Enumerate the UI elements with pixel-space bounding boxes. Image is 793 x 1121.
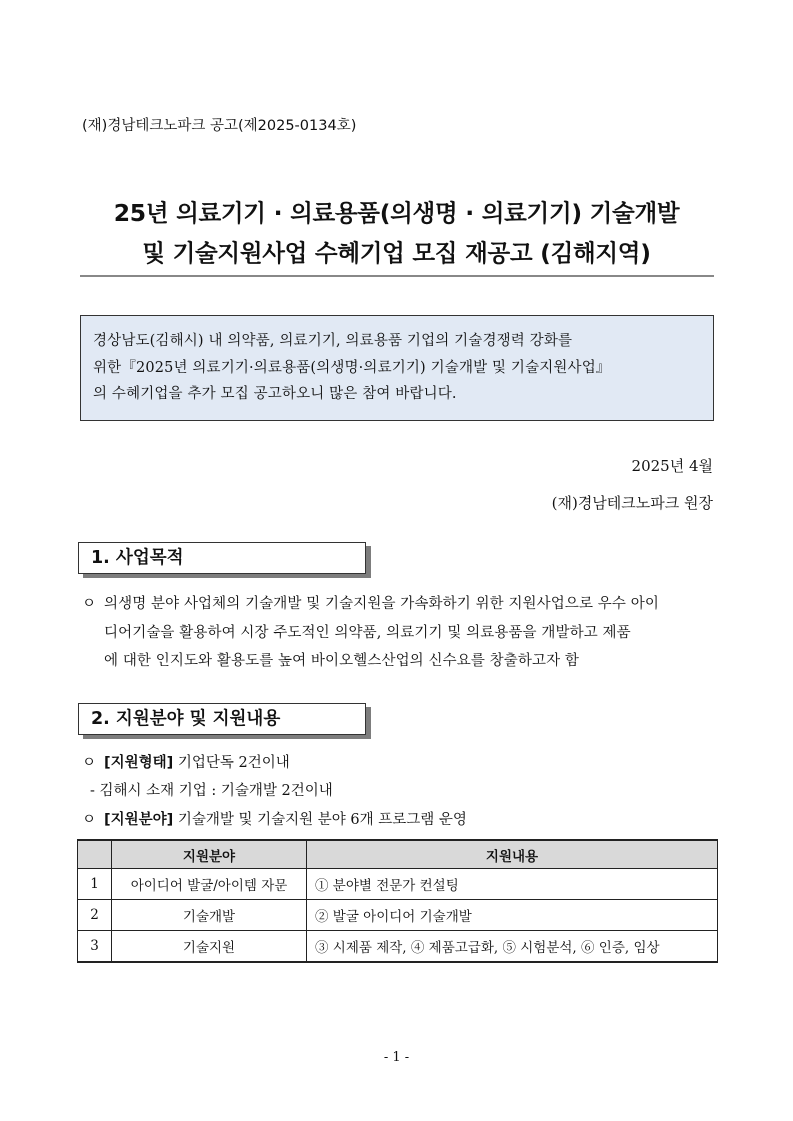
row-content: ② 발굴 아이디어 기술개발 [307, 900, 718, 931]
document-title [60, 193, 733, 273]
row-number: 2 [78, 900, 112, 931]
title-line-1: 25년 의료기기 · 의료용품(의생명 · 의료기기) 기술개발 [113, 199, 680, 227]
support-form-label: [지원형태] [104, 755, 174, 771]
summary-line-1: 경상남도(김해시) 내 의약품, 의료기기, 의료용품 기업의 기술경쟁력 강화를 [93, 333, 573, 349]
bullet-marker: ㅇ [82, 596, 97, 612]
support-field-label: [지원분야] [104, 812, 174, 828]
row-number: 1 [78, 869, 112, 900]
summary-line-3: 의 수혜기업을 추가 모집 공고하오니 많은 참여 바랍니다. [93, 386, 457, 402]
notice-date: 2025년 4월 [631, 457, 713, 475]
header-support-content: 지원내용 [307, 840, 718, 869]
section-1-line-3: 에 대한 인지도와 활용도를 높여 바이오헬스산업의 신수요를 창출하고자 함 [104, 653, 579, 669]
support-form-sub-item: - 김해시 소재 기업 : 기술개발 2건이내 [90, 783, 333, 799]
row-number: 3 [78, 931, 112, 963]
table-header-row [78, 840, 718, 869]
support-field-text: 기술개발 및 기술지원 분야 6개 프로그램 운영 [173, 812, 467, 828]
section-1-text-1: 의생명 분야 사업체의 기술개발 및 기술지원을 가속화하기 위한 지원사업으로 우수 아이 [104, 596, 659, 612]
row-field: 아이디어 발굴/아이템 자문 [112, 869, 307, 900]
header-support-field: 지원분야 [112, 840, 307, 869]
notice-number: (재)경남테크노파크 공고(제2025-0134호) [82, 118, 357, 134]
title-line-2: 및 기술지원사업 수혜기업 모집 재공고 (김해지역) [142, 239, 651, 267]
row-field: 기술개발 [112, 900, 307, 931]
table-row [78, 931, 718, 963]
header-number [78, 840, 112, 869]
section-1-line-1 [82, 590, 718, 619]
page-number: - 1 - [383, 1050, 410, 1065]
summary-line-2: 위한『2025년 의료기기·의료용품(의생명·의료기기) 기술개발 및 기술지원사업』 [93, 359, 611, 376]
summary-box [80, 315, 714, 421]
bullet-marker: ㅇ [82, 812, 97, 828]
row-content: ③ 시제품 제작, ④ 제품고급화, ⑤ 시험분석, ⑥ 인증, 임상 [307, 931, 718, 963]
table-row [78, 869, 718, 900]
table-row [78, 900, 718, 931]
section-1-heading: 1. 사업목적 [78, 542, 366, 574]
row-content: ① 분야별 전문가 컨설팅 [307, 869, 718, 900]
section-2-heading: 2. 지원분야 및 지원내용 [78, 703, 366, 735]
section-1-body [82, 590, 718, 676]
issuer-name: (재)경남테크노파크 원장 [551, 494, 713, 512]
title-underline [80, 275, 714, 277]
support-field-item [82, 808, 467, 829]
bullet-marker: ㅇ [82, 755, 97, 771]
support-form-item [82, 751, 290, 772]
support-table [77, 839, 718, 963]
section-1-line-2: 디어기술을 활용하여 시장 주도적인 의약품, 의료기기 및 의료용품을 개발하고 제품 [104, 624, 631, 641]
row-field: 기술지원 [112, 931, 307, 963]
support-form-text: 기업단독 2건이내 [173, 755, 290, 771]
